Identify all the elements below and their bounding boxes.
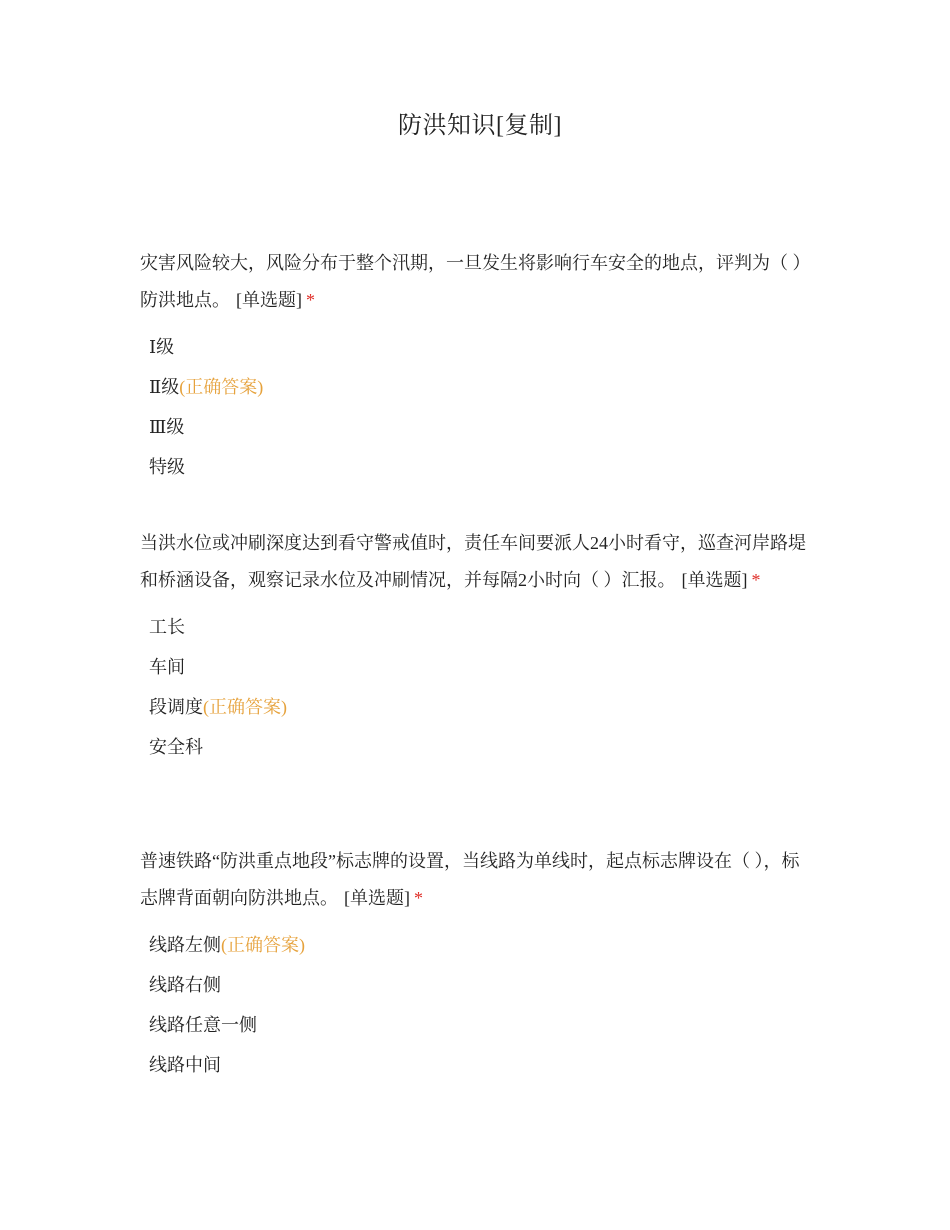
question-type: [单选题]	[681, 570, 748, 590]
option-item	[140, 367, 812, 407]
required-mark: *	[414, 888, 423, 908]
option-list	[140, 327, 812, 487]
option-label: Ⅲ级	[149, 417, 185, 437]
document-title: 防洪知识[复制]	[398, 113, 562, 139]
correct-answer-tag: (正确答案)	[179, 377, 264, 397]
required-mark: *	[751, 570, 761, 590]
option-item	[140, 687, 812, 727]
option-label: Ⅰ级	[149, 337, 175, 357]
question-text	[140, 525, 812, 599]
question-1	[140, 245, 812, 487]
question-2	[140, 525, 812, 767]
question-text	[140, 843, 812, 917]
question-type: [单选题]	[344, 888, 410, 908]
option-label: 工长	[149, 617, 185, 637]
option-label: 线路中间	[149, 1055, 221, 1075]
option-item	[140, 447, 812, 487]
option-label: Ⅱ级	[149, 377, 180, 397]
question-text	[140, 245, 812, 319]
option-list	[140, 607, 812, 767]
question-stem: 当洪水位或冲刷深度达到看守警戒值时，责任车间要派人24小时看守，巡查河岸路堤和桥涵设备，观察记录水位及冲刷情况，并每隔2小时向（ ）汇报。	[140, 533, 806, 590]
correct-answer-tag: (正确答案)	[221, 935, 305, 955]
option-item	[140, 327, 812, 367]
question-stem: 灾害风险较大，风险分布于整个汛期，一旦发生将影响行车安全的地点，评判为（ ）防洪地点。	[140, 253, 811, 310]
question-3	[140, 843, 812, 1085]
option-label: 线路右侧	[149, 975, 221, 995]
question-stem: 普速铁路“防洪重点地段”标志牌的设置，当线路为单线时，起点标志牌设在（ ），标志牌背面朝向防洪地点。	[140, 851, 800, 908]
option-list	[140, 925, 812, 1085]
option-label: 特级	[149, 457, 185, 477]
option-item	[140, 965, 812, 1005]
option-item	[140, 1045, 812, 1085]
option-item	[140, 1005, 812, 1045]
option-label: 段调度	[149, 697, 203, 717]
required-mark: *	[306, 290, 315, 310]
question-type: [单选题]	[236, 290, 302, 310]
option-item	[140, 727, 812, 767]
option-label: 线路左侧	[149, 935, 221, 955]
option-item	[140, 925, 812, 965]
option-label: 线路任意一侧	[149, 1015, 257, 1035]
option-label: 安全科	[149, 737, 203, 757]
option-item	[140, 407, 812, 447]
option-item	[140, 647, 812, 687]
correct-answer-tag: (正确答案)	[203, 697, 287, 717]
option-item	[140, 607, 812, 647]
option-label: 车间	[149, 657, 185, 677]
